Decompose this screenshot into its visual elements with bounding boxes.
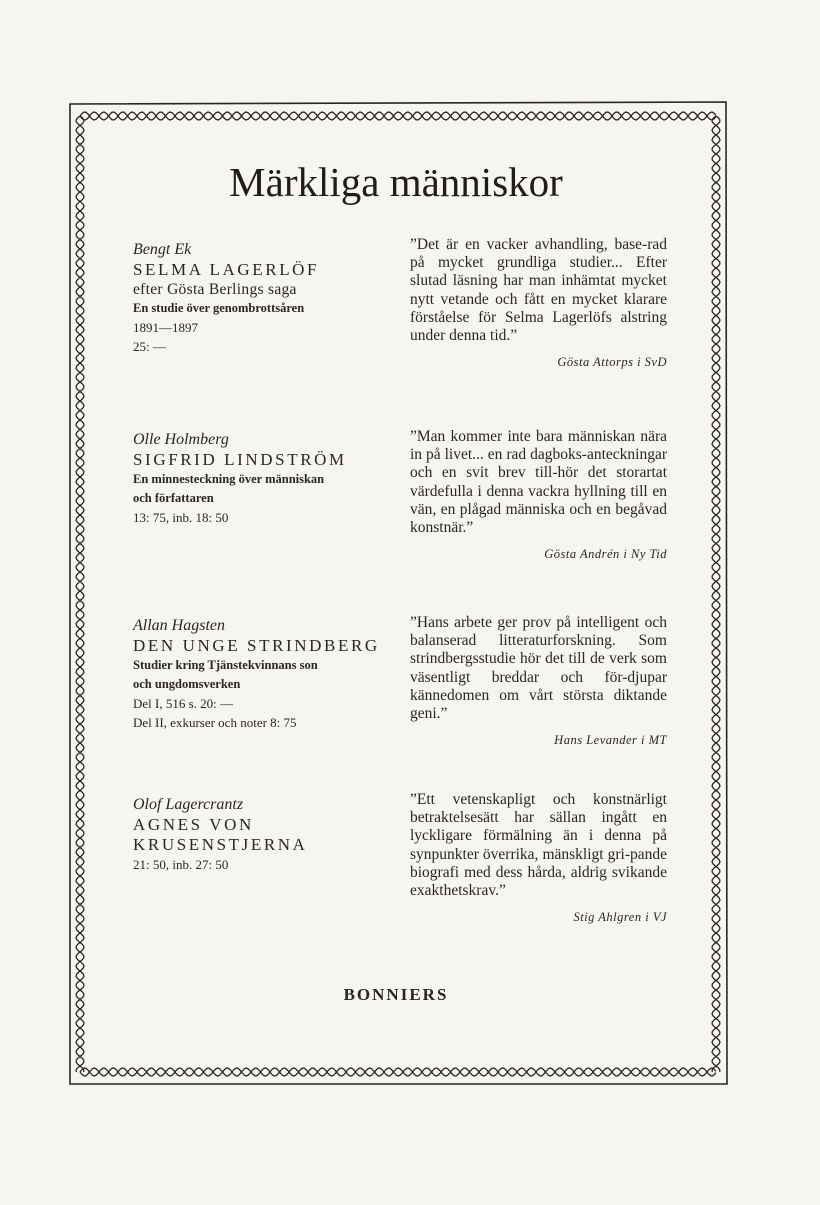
book-description: och ungdomsverken: [133, 677, 241, 691]
book-price: Del II, exkurser och noter 8: 75: [133, 715, 297, 730]
book-description: och författaren: [133, 491, 214, 505]
review-quote-block: [410, 236, 667, 371]
rope-border-strand: [80, 112, 716, 120]
book-description: En studie över genombrottsåren: [133, 301, 305, 315]
book-price: 13: 75, inb. 18: 50: [133, 510, 229, 525]
author-name: Bengt Ek: [133, 241, 192, 258]
book-info: [133, 430, 403, 527]
page-title: Märkliga människor: [229, 159, 563, 205]
review-quote-block: [410, 428, 667, 563]
review-quote: ”Ett vetenskapligt och konstnärligt betraktelsesätt har sällan ingått en lyckligare förmälning än i denna på synpunkter överrika, mänskligt gri-pande biografi med dess hårda, aldrig svikande exakthetskrav.”: [410, 791, 667, 900]
book-info: [133, 795, 403, 874]
book-title: AGNES VON: [133, 815, 254, 834]
author-name: Olle Holmberg: [133, 431, 229, 448]
book-price: 21: 50, inb. 27: 50: [133, 857, 229, 872]
book-price: 25: —: [133, 339, 166, 354]
book-subtitle: efter Gösta Berlings saga: [133, 281, 297, 298]
review-source: Hans Levander i MT: [554, 733, 667, 748]
book-description: En minnesteckning över människan: [133, 472, 325, 486]
review-quote-block: [410, 614, 667, 749]
publisher-name: BONNIERS: [343, 985, 449, 1004]
book-title: SIGFRID LINDSTRÖM: [133, 450, 347, 469]
book-title: SELMA LAGERLÖF: [133, 260, 320, 279]
book-info: [133, 240, 403, 356]
book-price: 1891—1897: [133, 320, 198, 335]
book-title: DEN UNGE STRINDBERG: [133, 636, 380, 655]
review-quote: ”Man kommer inte bara människan nära in på livet... en rad dagboks-anteckningar och en svit brev till-hör det storartat värdefulla i denna vackra hyllning till en vän, en plågad människa och en begåvad konstnär.”: [410, 428, 667, 537]
book-description: Studier kring Tjänstekvinnans son: [133, 658, 318, 672]
review-source: Stig Ahlgren i VJ: [573, 910, 667, 925]
rope-border-strand: [80, 1068, 716, 1076]
author-name: Olof Lagercrantz: [133, 796, 244, 813]
review-quote: ”Det är en vacker avhandling, base-rad på mycket grundliga studier... Efter slutad läsning har man inhämtat mycket nytt vetande och fått en mycket klarare förståelse för Selma Lagerlöfs alstring under denna tid.”: [410, 236, 667, 345]
review-source: Gösta Andrén i Ny Tid: [544, 547, 667, 562]
review-quote: ”Hans arbete ger prov på intelligent och balanserad litteraturforskning. Som strindbergsstudie hör det till de verk som väsentligt breddar och för-djupar kännedomen om vårt största diktande geni.”: [410, 614, 667, 723]
review-quote-block: [410, 791, 667, 926]
book-info: [133, 616, 403, 732]
author-name: Allan Hagsten: [133, 617, 225, 634]
book-price: Del I, 516 s. 20: —: [133, 696, 234, 711]
review-source: Gösta Attorps i SvD: [557, 355, 667, 370]
book-title: KRUSENSTJERNA: [133, 835, 308, 854]
